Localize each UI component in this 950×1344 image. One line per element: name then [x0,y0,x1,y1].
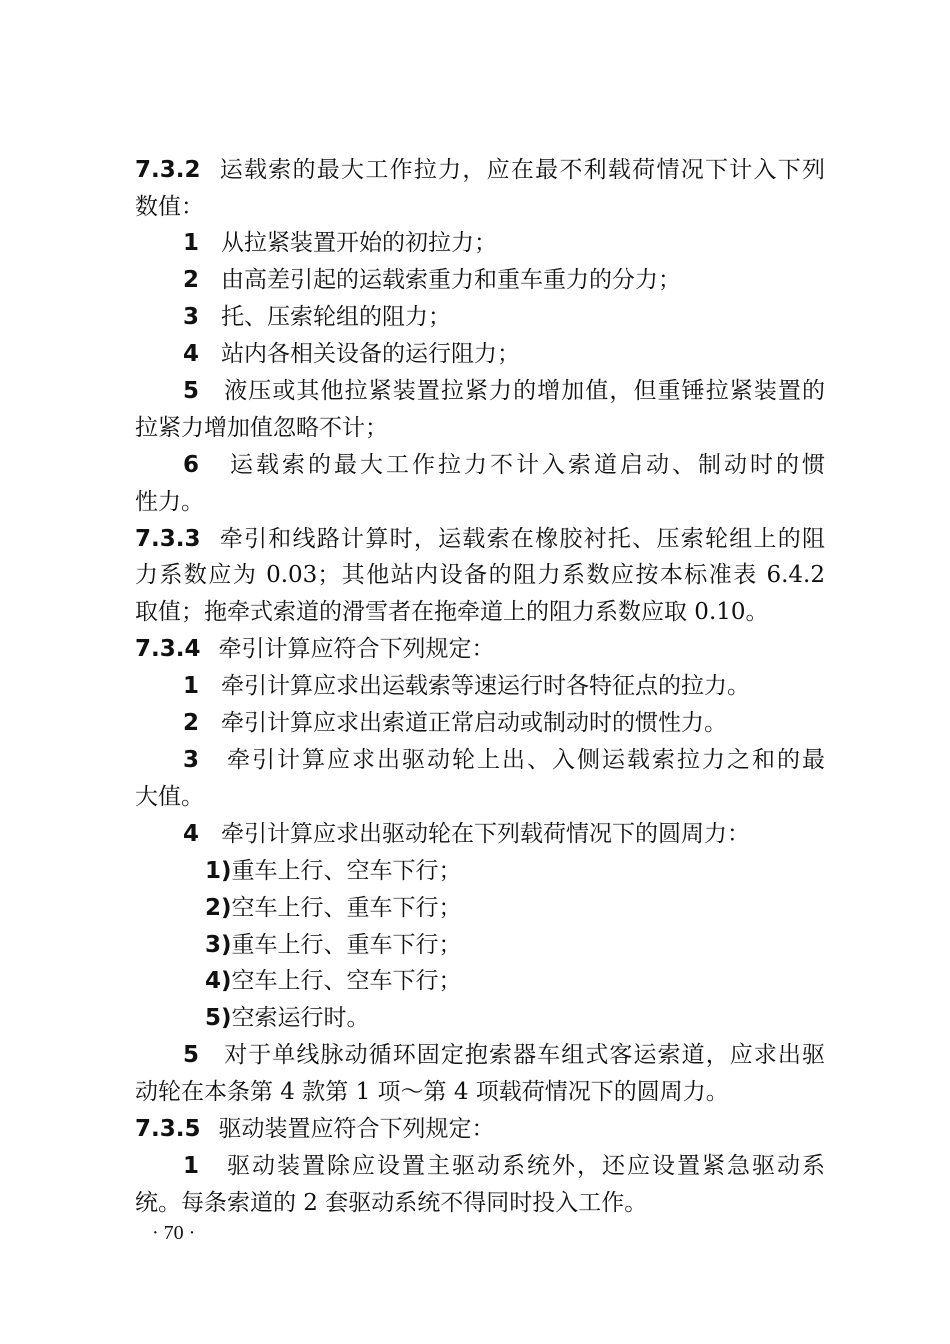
clause-number: 7.3.2 [135,157,201,183]
clause-number: 7.3.5 [135,1116,201,1142]
clause-7-3-4-item-5-cont: 动轮在本条第 4 款第 1 项～第 4 项载荷情况下的圆周力。 [135,1079,729,1105]
clause-7-3-2-line-2: 数值： [135,194,204,220]
clause-7-3-3-line-3: 取值；拖牵式索道的滑雪者在拖牵道上的阻力系数应取 0.10。 [135,599,769,625]
clause-7-3-2-line-1: 7.3.2 运载索的最大工作拉力，应在最不利载荷情况下计入下列 [135,157,825,183]
clause-7-3-4-subitem-5: 5)空索运行时。 [205,1005,370,1031]
clause-7-3-5-item-1-cont: 统。每条索道的 2 套驱动系统不得同时投入工作。 [135,1190,648,1216]
clause-7-3-2-item-3: 3 托、压索轮组的阻力； [183,304,451,330]
clause-7-3-5-item-1: 1 驱动装置除应设置主驱动系统外，还应设置紧急驱动系 [183,1153,826,1179]
clause-7-3-5-line-1: 7.3.5 驱动装置应符合下列规定： [135,1116,495,1142]
clause-7-3-2-item-4: 4 站内各相关设备的运行阻力； [183,341,520,367]
clause-7-3-4-line-1: 7.3.4 牵引计算应符合下列规定： [135,636,495,662]
clause-7-3-2-item-5: 5 液压或其他拉紧装置拉紧力的增加值，但重锤拉紧装置的 [183,378,826,404]
clause-7-3-2-item-2: 2 由高差引起的运载索重力和重车重力的分力； [183,267,681,293]
clause-7-3-2-item-6-cont: 性力。 [135,489,204,515]
clause-7-3-2-item-1: 1 从拉紧装置开始的初拉力； [183,230,497,256]
clause-7-3-4-subitem-2: 2)空车上行、重车下行； [205,895,462,921]
clause-7-3-2-item-5-cont: 拉紧力增加值忽略不计； [135,415,388,441]
clause-7-3-4-subitem-1: 1)重车上行、空车下行； [205,858,462,884]
clause-7-3-4-item-1: 1 牵引计算应求出运载索等速运行时各特征点的拉力。 [183,673,750,699]
clause-7-3-2-item-6: 6 运载索的最大工作拉力不计入索道启动、制动时的惯 [183,452,826,478]
page-number: · 70 · [152,1222,196,1244]
clause-7-3-4-subitem-4: 4)空车上行、空车下行； [205,968,462,994]
clause-7-3-3-line-2: 力系数应为 0.03；其他站内设备的阻力系数应按本标准表 6.4.2 [135,562,825,588]
clause-7-3-4-item-5: 5 对于单线脉动循环固定抱索器车组式客运索道，应求出驱 [183,1042,826,1068]
clause-7-3-4-item-4: 4 牵引计算应求出驱动轮在下列载荷情况下的圆周力： [183,821,750,847]
clause-7-3-4-item-3: 3 牵引计算应求出驱动轮上出、入侧运载索拉力之和的最 [183,747,826,773]
clause-7-3-4-item-2: 2 牵引计算应求出索道正常启动或制动时的惯性力。 [183,710,727,736]
clause-7-3-4-subitem-3: 3)重车上行、重车下行； [205,932,462,958]
clause-7-3-4-item-3-cont: 大值。 [135,784,204,810]
clause-number: 7.3.3 [135,526,201,552]
clause-7-3-3-line-1: 7.3.3 牵引和线路计算时，运载索在橡胶衬托、压索轮组上的阻 [135,526,825,552]
clause-number: 7.3.4 [135,636,201,662]
